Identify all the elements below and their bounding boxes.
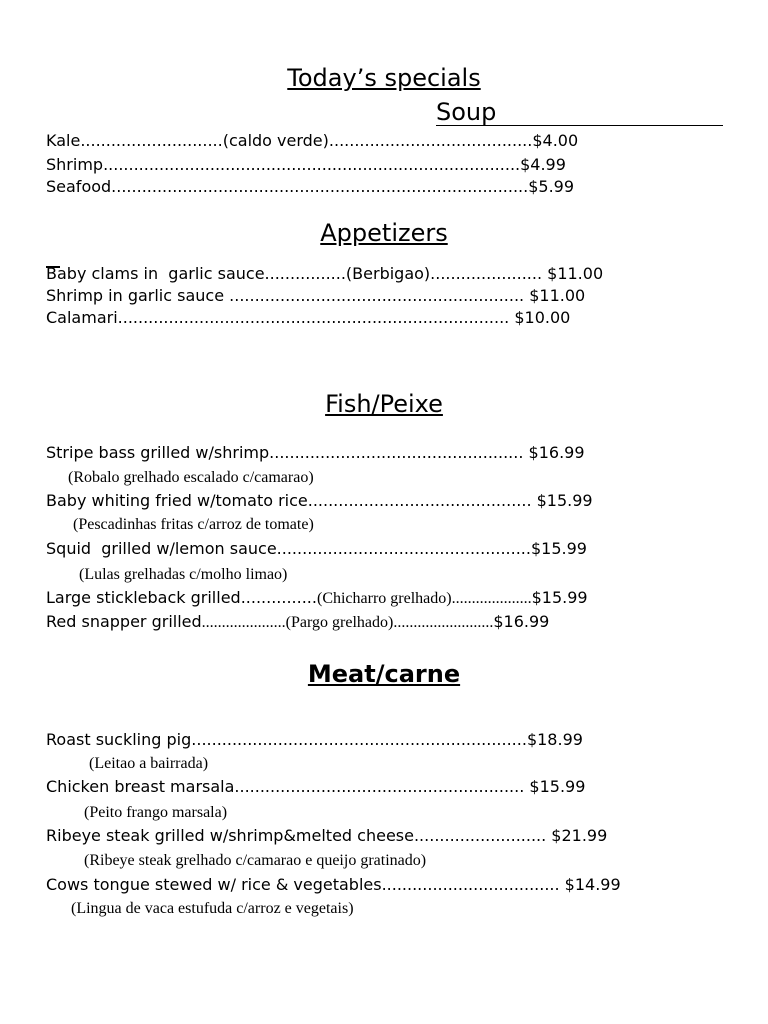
item-translation: (Lulas grelhadas c/molho limao) (79, 566, 288, 583)
menu-item: Seafood..................................................................................$5.99 (46, 177, 575, 196)
appetizers-heading: Appetizers (320, 219, 448, 247)
menu-item: Cows tongue stewed w/ rice & vegetables................................... $14.99 (46, 875, 621, 894)
meat-heading: Meat/carne (307, 660, 461, 688)
menu-item: Roast suckling pig..................................................................$18.99 (46, 730, 583, 749)
menu-item: Shrimp in garlic sauce .......................................................... $11.00 (46, 286, 586, 305)
item-translation: (Leitao a bairrada) (89, 755, 209, 772)
menu-item: Ribeye steak grilled w/shrimp&melted cheese.......................... $21.99 (46, 826, 608, 845)
menu-item: Calamari............................................................................. $10.00 (46, 308, 571, 327)
menu-item: Chicken breast marsala......................................................... $15.99 (46, 777, 586, 796)
menu-item: Baby whiting fried w/tomato rice............................................ $15.99 (46, 491, 593, 510)
fish-heading: Fish/Peixe (325, 390, 443, 418)
item-translation: (Peito frango marsala) (84, 804, 228, 821)
soup-heading: Soup (436, 99, 723, 126)
page-title: Today’s specials (287, 64, 481, 92)
menu-item: Shrimp..................................................................................$4.99 (46, 155, 566, 174)
item-translation: (Pescadinhas fritas c/arroz de tomate) (73, 516, 314, 533)
menu-item: Kale............................(caldo verde)........................................$4.00 (46, 131, 579, 150)
menu-item: Baby clams in garlic sauce................(Berbigao)...................... $11.00 (46, 264, 604, 283)
item-translation: (Ribeye steak grelhado c/camarao e queijo gratinado) (84, 852, 427, 869)
menu-item: Stripe bass grilled w/shrimp.................................................. $16.99 (46, 443, 585, 462)
menu-item: Red snapper grilled.....................(Pargo grelhado).........................$16.99 (46, 612, 550, 631)
item-translation: (Robalo grelhado escalado c/camarao) (68, 469, 314, 486)
menu-item: Squid grilled w/lemon sauce..................................................$15.99 (46, 539, 587, 558)
item-translation: (Lingua de vaca estufuda c/arroz e vegetais) (71, 900, 354, 917)
menu-item: Large stickleback grilled...............(Chicharro grelhado)....................$15.99 (46, 588, 588, 607)
